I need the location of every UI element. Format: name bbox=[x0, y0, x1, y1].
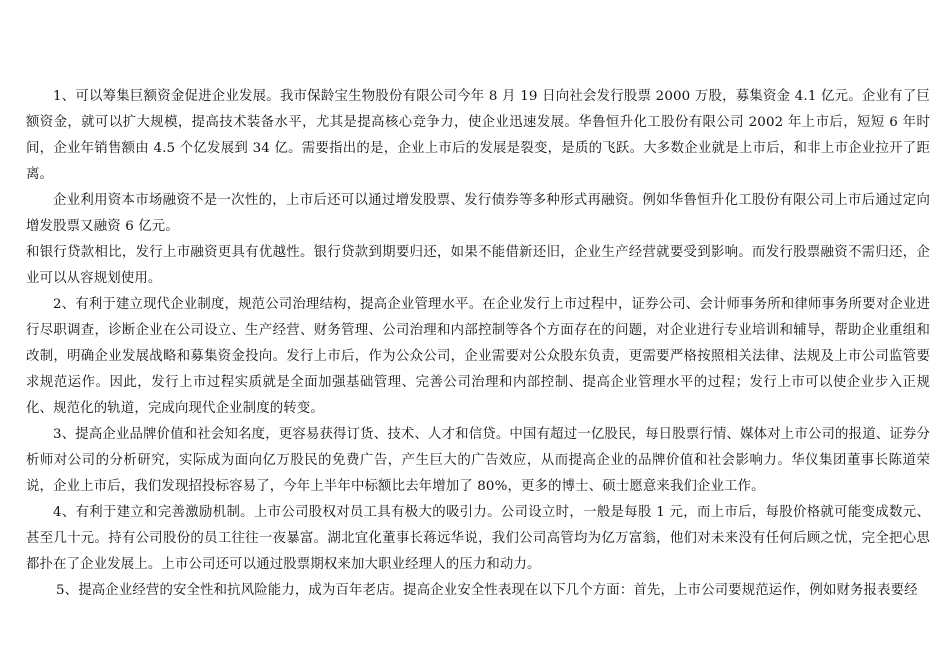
paragraph-refinancing: 企业利用资本市场融资不是一次性的，上市后还可以通过增发股票、发行债券等多种形式再融资。例如华鲁恒升化工股份有限公司上市后通过定向增发股票又融资 6 亿元。 bbox=[26, 193, 930, 234]
paragraph-4-incentive-mechanism: 4、有利于建立和完善激励机制。上市公司股权对员工具有极大的吸引力。公司设立时，一般是每股 1 元，而上市后，每股价格就可能变成数元、甚至几十元。持有公司股份的员工往往一夜暴富。湖北宜化董事长蒋远华说，我们公司高管均为亿万富翁，他们对未来没有任何后顾之忧，完全把心思都扑在了企业发展上。上市公司还可以通过股票期权来加大职业经理人的压力和动力。 bbox=[26, 505, 930, 572]
document-body bbox=[26, 84, 930, 604]
paragraph-5-risk-resistance: 5、提高企业经营的安全性和抗风险能力，成为百年老店。提高企业安全性表现在以下几个方面：首先，上市公司要规范运作，例如财务报表要经 bbox=[56, 583, 918, 598]
paragraph-bank-loan-comparison: 和银行贷款相比，发行上市融资更具有优越性。银行贷款到期要归还，如果不能借新还旧，企业生产经营就要受到影响。而发行股票融资不需归还，企业可以从容规划使用。 bbox=[26, 245, 930, 286]
paragraph-3-brand-value: 3、提高企业品牌价值和社会知名度，更容易获得订货、技术、人才和信贷。中国有超过一亿股民，每日股票行情、媒体对上市公司的报道、证券分析师对公司的分析研究，实际成为面向亿万股民的免费广告，产生巨大的广告效应，从而提高企业的品牌价值和社会影响力。华仪集团董事长陈道荣说，企业上市后，我们发现招投标容易了，今年上半年中标额比去年增加了 80%，更多的博士、硕士愿意来我们企业工作。 bbox=[26, 427, 930, 494]
paragraph-1-fundraising: 1、可以筹集巨额资金促进企业发展。我市保龄宝生物股份有限公司今年 8 月 19 日向社会发行股票 2000 万股，募集资金 4.1 亿元。企业有了巨额资金，就可以扩大规模，提高技术装备水平，尤其是提高核心竞争力，使企业迅速发展。华鲁恒升化工股份有限公司 2002 年上市后，短短 6 年时间，企业年销售额由 4.5 个亿发展到 34 亿。需要指出的是，企业上市后的发展是裂变，是质的飞跃。大多数企业就是上市后，和非上市企业拉开了距离。 bbox=[26, 89, 930, 182]
paragraph-2-corporate-governance: 2、有利于建立现代企业制度，规范公司治理结构，提高企业管理水平。在企业发行上市过程中，证券公司、会计师事务所和律师事务所要对企业进行尽职调查，诊断企业在公司设立、生产经营、财务管理、公司治理和内部控制等各个方面存在的问题，对企业进行专业培训和辅导，帮助企业重组和改制，明确企业发展战略和募集资金投向。发行上市后，作为公众公司，企业需要对公众股东负责，更需要严格按照相关法律、法规及上市公司监管要求规范运作。因此，发行上市过程实质就是全面加强基础管理、完善公司治理和内部控制、提高企业管理水平的过程；发行上市可以使企业步入正规化、规范化的轨道，完成向现代企业制度的转变。 bbox=[26, 297, 930, 416]
